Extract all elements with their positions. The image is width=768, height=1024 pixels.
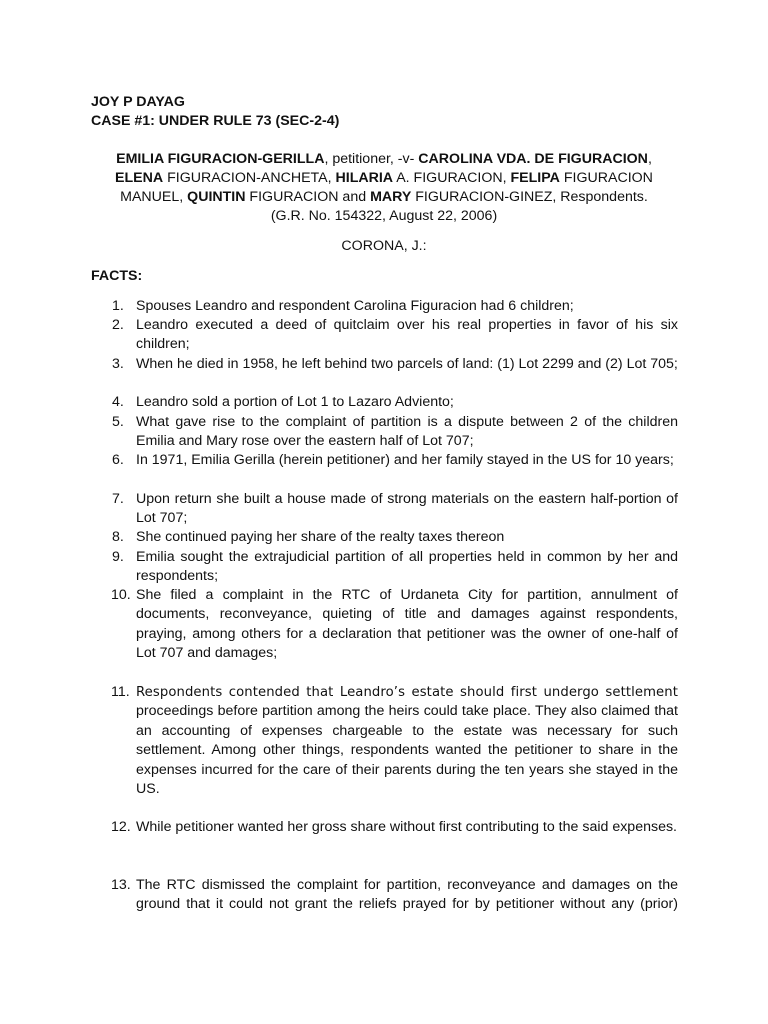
list-item: 5. What gave rise to the complaint of partition is a dispute between 2 of the children Emilia and Mary rose over the eastern half of Lot 707;	[112, 414, 678, 450]
facts-heading: FACTS:	[91, 268, 143, 284]
list-item: 8. She continued paying her share of the realty taxes thereon	[112, 529, 505, 545]
case-caption-line-1: EMILIA FIGURACION-GERILLA, petitioner, -v- CAROLINA VDA. DE FIGURACION,	[116, 151, 652, 167]
list-item: 12. While petitioner wanted her gross share without first contributing to the said expenses.	[111, 819, 677, 835]
list-item: 6. In 1971, Emilia Gerilla (herein petitioner) and her family stayed in the US for 10 years;	[112, 452, 674, 468]
list-item: 9. Emilia sought the extrajudicial partition of all properties held in common by her and respondents;	[112, 549, 678, 585]
list-item: 11. Respondents contended that Leandro’s estate should first undergo settlement proceedings before partition among the heirs could take place. They also claimed that an accounting of expenses chargeable to the estate was necessary for such settlement. Among other things, respondents wanted the petitioner to share in the expenses incurred for the care of their parents during the ten years she stayed in the US.	[111, 684, 678, 798]
case-heading: CASE #1: UNDER RULE 73 (SEC-2-4)	[91, 113, 340, 129]
case-caption-line-2: ELENA FIGURACION-ANCHETA, HILARIA A. FIGURACION, FELIPA FIGURACION	[115, 170, 653, 186]
author-name: JOY P DAYAG	[91, 94, 185, 110]
ponente: CORONA, J.:	[341, 238, 427, 254]
list-item: 2. Leandro executed a deed of quitclaim over his real properties in favor of his six children;	[112, 317, 678, 353]
list-item: 3. When he died in 1958, he left behind two parcels of land: (1) Lot 2299 and (2) Lot 705;	[112, 356, 678, 372]
petitioner-name: EMILIA FIGURACION-GERILLA	[116, 151, 325, 167]
list-item: 13. The RTC dismissed the complaint for partition, reconveyance and damages on the ground that it could not grant the reliefs prayed for by petitioner without any (prior)	[111, 877, 678, 913]
respondent-name: CAROLINA VDA. DE FIGURACION	[418, 151, 648, 167]
list-item: 1. Spouses Leandro and respondent Carolina Figuracion had 6 children;	[112, 298, 574, 314]
list-item: 4. Leandro sold a portion of Lot 1 to Lazaro Adviento;	[112, 394, 454, 410]
case-citation: (G.R. No. 154322, August 22, 2006)	[270, 208, 498, 224]
list-item: 10. She filed a complaint in the RTC of Urdaneta City for partition, annulment of documents, reconveyance, quieting of title and damages against respondents, praying, among others for a declaration that petitioner was the owner of one-half of Lot 707 and damages;	[111, 587, 678, 662]
case-caption-line-3: MANUEL, QUINTIN FIGURACION and MARY FIGURACION-GINEZ, Respondents.	[120, 189, 648, 205]
list-item: 7. Upon return she built a house made of strong materials on the eastern half-portion of Lot 707;	[112, 491, 678, 527]
